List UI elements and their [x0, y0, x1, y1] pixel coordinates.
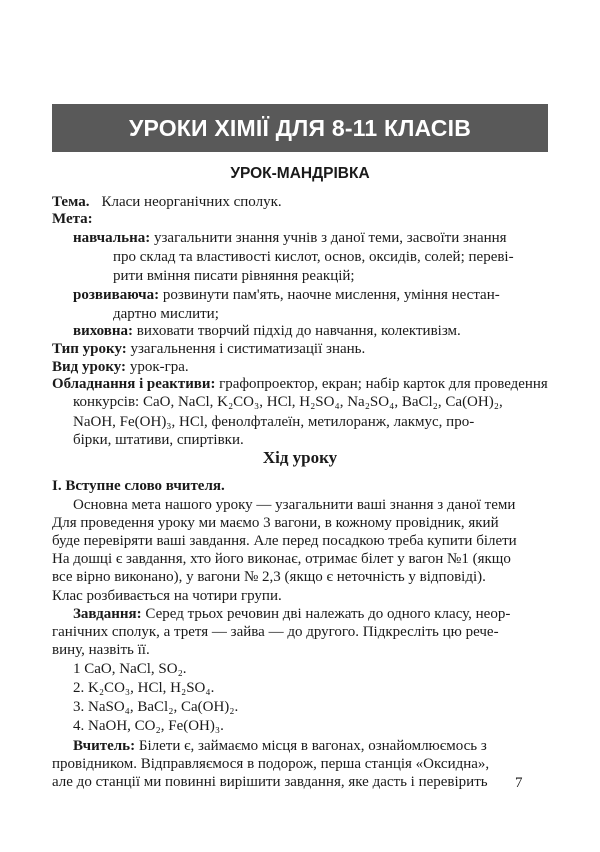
task-line3: вину, назвіть її.	[52, 642, 150, 658]
goal-educational	[73, 229, 507, 247]
intro-line: все вірно виконано), у вагони № 2,3 (якщо є неточність у відповіді).	[52, 569, 486, 585]
lesson-kind-label: Тип уроку:	[52, 341, 127, 357]
option-item: 1 CaO, NaCl, SO₂.	[73, 661, 187, 677]
intro-line: Основна мета нашого уроку — узагальнити ваші знання з даної теми	[73, 497, 516, 513]
goal-educational-text: узагальнити знання учнів з даної теми, засвоїти знання	[154, 230, 507, 246]
section-heading: I. Вступне слово вчителя.	[52, 478, 225, 494]
lesson-form-text: урок-гра.	[129, 359, 189, 375]
lesson-type-heading: УРОК-МАНДРІВКА	[230, 165, 370, 182]
teacher-line3: але до станції ми повинні вирішити завдання, яке дасть і перевірить	[52, 774, 488, 790]
task-label: Завдання:	[73, 606, 142, 622]
option-item: 3. NaSO₄, BaCl₂, Ca(OH)₂.	[73, 699, 239, 715]
goal-upbringing-text: виховати творчий підхід до навчання, колективізм.	[136, 323, 461, 339]
teacher-line2: провідником. Відправляємося в подорож, перша станція «Оксидна»,	[52, 756, 490, 772]
goal-upbringing	[73, 322, 461, 340]
intro-line: Клас розбивається на чотири групи.	[52, 588, 282, 604]
task-text: Серед трьох речовин дві належать до одного класу, неор-	[145, 606, 511, 622]
equipment-line	[52, 375, 548, 393]
option-item: 2. K₂CO₃, HCl, H₂SO₄.	[73, 680, 215, 696]
goal-developmental	[73, 286, 500, 304]
lesson-kind-line	[52, 340, 365, 358]
task-line2: ганічних сполук, а третя — зайва — до другого. Підкресліть цю рече-	[52, 624, 499, 640]
goal-educational-label: навчальна:	[73, 230, 151, 246]
goal-educational-line2: про склад та властивості кислот, основ, оксидів, солей; переві-	[113, 249, 514, 265]
goal-upbringing-label: виховна:	[73, 323, 134, 339]
topic-text: Класи неорганічних сполук.	[101, 194, 282, 210]
goal-developmental-line2: дартно мислити;	[113, 306, 219, 322]
task-line	[73, 605, 510, 623]
equipment-line2: конкурсів: CaO, NaCl, K₂CO₃, HCl, H₂SO₄, Na₂SO₄, BaCl₂, Ca(OH)₂,	[73, 394, 503, 410]
equipment-line3: NaOH, Fe(OH)₃, HCl, фенолфталеїн, метилоранж, лакмус, про-	[73, 414, 475, 430]
goal-educational-line3: рити вміння писати рівняння реакцій;	[113, 268, 355, 284]
page-number: 7	[515, 775, 523, 791]
topic-label: Тема.	[52, 194, 90, 210]
intro-line: На дошці є завдання, хто його виконає, отримає білет у вагон №1 (якщо	[52, 551, 511, 567]
goal-developmental-label: розвиваюча:	[73, 287, 160, 303]
intro-line: Для проведення уроку ми маємо 3 вагони, в кожному провідник, який	[52, 515, 499, 531]
page-title: УРОКИ ХІМІЇ ДЛЯ 8-11 КЛАСІВ	[128, 115, 472, 141]
course-heading: Хід уроку	[262, 448, 338, 467]
equipment-line4: бірки, штативи, спиртівки.	[73, 432, 244, 448]
goals-label: Мета:	[52, 211, 93, 227]
equipment-text: графопроектор, екран; набір карток для проведення	[219, 376, 548, 392]
goal-developmental-text: розвинути пам'ять, наочне мислення, уміння нестан-	[162, 287, 500, 303]
lesson-kind-text: узагальнення і систиматизації знань.	[130, 341, 366, 357]
topic-line	[52, 193, 282, 211]
lesson-form-label: Вид уроку:	[52, 359, 127, 375]
equipment-label: Обладнання і реактиви:	[52, 376, 216, 392]
teacher-text: Білети є, займаємо місця в вагонах, ознайомлюємось з	[138, 738, 487, 754]
teacher-label: Вчитель:	[73, 738, 136, 754]
lesson-form-line	[52, 358, 189, 376]
teacher-line	[73, 737, 487, 755]
option-item: 4. NaOH, CO₂, Fe(OH)₃.	[73, 718, 224, 734]
intro-line: буде перевіряти ваші завдання. Але перед посадкою треба купити білети	[52, 533, 517, 549]
